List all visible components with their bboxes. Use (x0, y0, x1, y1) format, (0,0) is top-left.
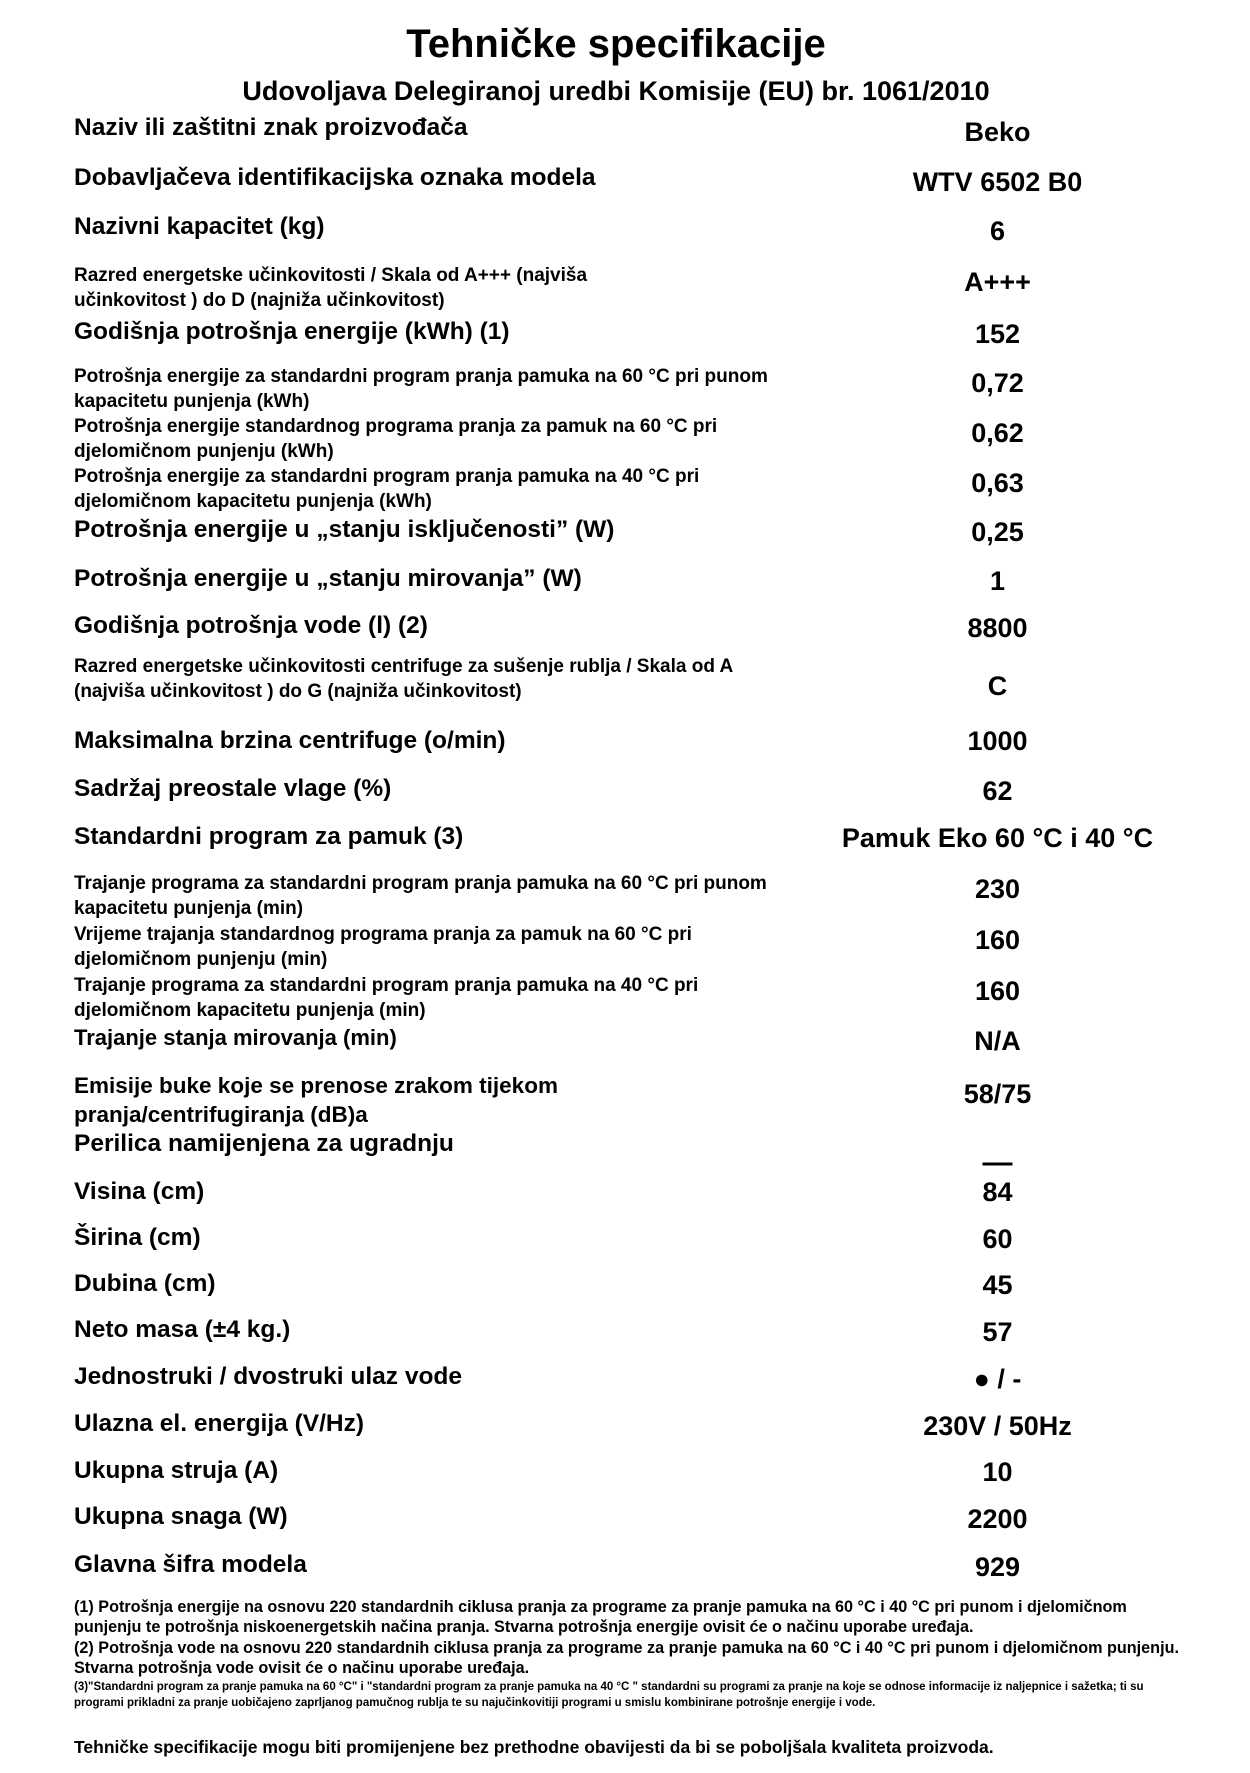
spec-value: — (982, 1146, 1013, 1179)
spec-label: Godišnja potrošnja vode (l) (2) (74, 612, 428, 639)
spec-label: Razred energetske učinkovitosti centrifuge za sušenje rublja / Skala od A (najviša učinkovitost ) do G (najniža učinkovitost) (74, 656, 733, 702)
spec-value: 60 (982, 1224, 1013, 1254)
footnote-3: (3)"Standardni program za pranje pamuka na 60 °C" i "standardni program za pranje pamuka na 40 °C " standardni su programi za pranje na koje se odnose informacije iz naljepnice i sažetka; ti su programi prikladni za pranje uobičajeno zaprljanog pamučnog rublja te su najučinkovitiji programi u smislu kombinirane potrošnje energije i vode. (74, 1681, 1144, 1709)
spec-label: Trajanje programa za standardni program pranja pamuka na 60 °C pri punom kapacitetu punjenja (min) (74, 873, 767, 919)
spec-label: Neto masa (±4 kg.) (74, 1316, 291, 1343)
spec-value: 0,62 (971, 418, 1024, 448)
spec-label: Maksimalna brzina centrifuge (o/min) (74, 727, 506, 754)
spec-value: N/A (974, 1026, 1021, 1056)
spec-value: ● / - (973, 1364, 1022, 1394)
spec-label: Naziv ili zaštitni znak proizvođača (74, 114, 468, 141)
spec-label: Jednostruki / dvostruki ulaz vode (74, 1363, 463, 1390)
spec-value: 8800 (967, 613, 1028, 643)
spec-label: Perilica namijenjena za ugradnju (74, 1130, 454, 1157)
spec-value: 2200 (967, 1504, 1028, 1534)
spec-label: Potrošnja energije za standardni program pranja pamuka na 60 °C pri punom kapacitetu punjenja (kWh) (74, 366, 768, 412)
spec-label: Emisije buke koje se prenose zrakom tijekom pranja/centrifugiranja (dB)a (74, 1073, 558, 1127)
page-title: Tehničke specifikacije (406, 22, 826, 66)
spec-label: Ukupna snaga (W) (74, 1503, 288, 1530)
spec-label: Sadržaj preostale vlage (%) (74, 775, 392, 802)
spec-label: Dobavljačeva identifikacijska oznaka modela (74, 164, 596, 191)
spec-value: 230 (974, 874, 1021, 904)
spec-value: 62 (982, 776, 1013, 806)
spec-label: Trajanje stanja mirovanja (min) (74, 1025, 397, 1050)
spec-label: Godišnja potrošnja energije (kWh) (1) (74, 318, 510, 345)
spec-label: Vrijeme trajanja standardnog programa pranja za pamuk na 60 °C pri djelomičnom punjenju (min) (74, 924, 692, 970)
spec-label: Potrošnja energije u „stanju mirovanja” (W) (74, 565, 582, 592)
spec-label: Potrošnja energije standardnog programa pranja za pamuk na 60 °C pri djelomičnom punjenju (kWh) (74, 416, 718, 462)
spec-label: Nazivni kapacitet (kg) (74, 213, 325, 240)
spec-label: Razred energetske učinkovitosti / Skala od A+++ (najviša učinkovitost ) do D (najniža učinkovitost) (74, 265, 588, 311)
disclaimer: Tehničke specifikacije mogu biti promijenjene bez prethodne obavijesti da bi se poboljšala kvaliteta proizvoda. (74, 1737, 994, 1757)
spec-value: 45 (982, 1270, 1013, 1300)
spec-value: 152 (974, 319, 1021, 349)
spec-label: Potrošnja energije u „stanju isključenosti” (W) (74, 516, 615, 543)
spec-value: 6 (989, 216, 1006, 246)
spec-value: 0,63 (971, 468, 1024, 498)
spec-value: 84 (982, 1177, 1013, 1207)
spec-value: 0,25 (971, 517, 1024, 547)
spec-value: A+++ (964, 267, 1031, 297)
spec-label: Glavna šifra modela (74, 1551, 307, 1578)
footnote-1: (1) Potrošnja energije na osnovu 220 standardnih ciklusa pranja za programe za pranje pamuka na 60 °C i 40 °C pri punom i djelomičnom punjenju te potrošnja niskoenergetskih načina pranja. Stvarna potrošnja energije ovisit će o načinu uporabe uređaja. (74, 1598, 1127, 1636)
spec-value: C (987, 671, 1008, 701)
spec-value: Beko (964, 117, 1031, 147)
spec-label: Potrošnja energije za standardni program pranja pamuka na 40 °C pri djelomičnom kapacitetu punjenja (kWh) (74, 466, 700, 512)
spec-value: 160 (974, 976, 1021, 1006)
spec-label: Širina (cm) (74, 1224, 201, 1251)
spec-label: Standardni program za pamuk (3) (74, 823, 464, 850)
spec-value: 1000 (967, 726, 1028, 756)
spec-value: 0,72 (971, 368, 1024, 398)
spec-label: Ulazna el. energija (V/Hz) (74, 1410, 364, 1437)
page-subtitle: Udovoljava Delegiranoj uredbi Komisije (EU) br. 1061/2010 (242, 76, 990, 106)
footnote-2: (2) Potrošnja vode na osnovu 220 standardnih ciklusa pranja za programe za pranje pamuka na 60 °C i 40 °C pri punom i djelomičnom punjenju. Stvarna potrošnja vode ovisit će o načinu uporabe uređaja. (74, 1639, 1179, 1677)
spec-value: WTV 6502 B0 (912, 167, 1083, 197)
spec-value: 10 (982, 1457, 1013, 1487)
spec-value: 230V / 50Hz (923, 1411, 1072, 1441)
spec-label: Trajanje programa za standardni program pranja pamuka na 40 °C pri djelomičnom kapacitetu punjenja (min) (74, 975, 699, 1021)
spec-value: 58/75 (963, 1079, 1032, 1109)
spec-value: Pamuk Eko 60 °C i 40 °C (841, 823, 1154, 853)
spec-label: Dubina (cm) (74, 1270, 216, 1297)
spec-value: 57 (982, 1317, 1013, 1347)
spec-value: 929 (974, 1552, 1021, 1582)
spec-value: 160 (974, 925, 1021, 955)
spec-value: 1 (989, 566, 1006, 596)
spec-label: Ukupna struja (A) (74, 1457, 279, 1484)
spec-label: Visina (cm) (74, 1178, 205, 1205)
